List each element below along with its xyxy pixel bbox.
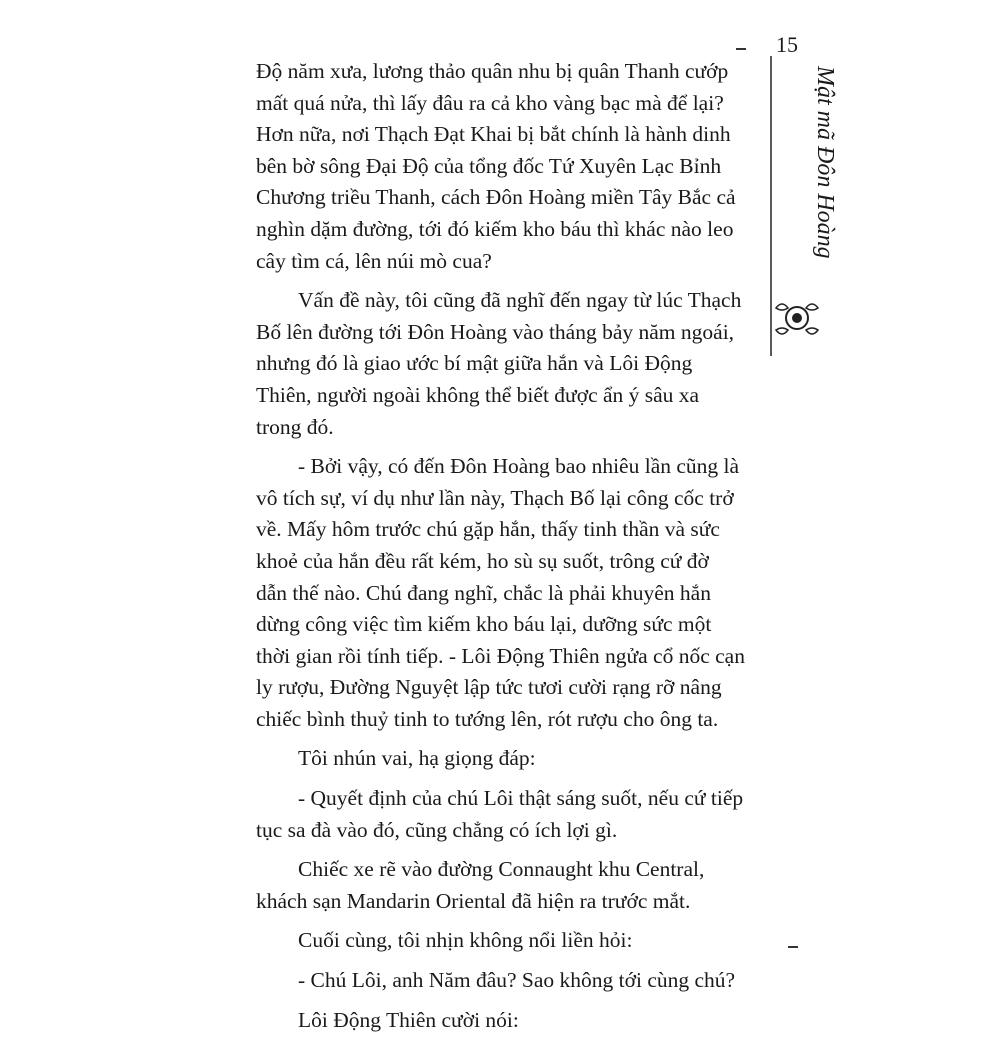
text-line: Hơn nữa, nơi Thạch Đạt Khai bị bắt chính là hành dinh [256,122,731,147]
paragraph [256,925,768,957]
bottom-crop-mark [788,946,798,948]
text-line: Cuối cùng, tôi nhịn không nổi liền hỏi: [298,928,633,953]
paragraph [256,854,768,917]
paragraph [256,743,768,775]
scroll-ornament-icon [772,296,822,346]
text-line: - Quyết định của chú Lôi thật sáng suốt, nếu cứ tiếp [298,786,744,811]
paragraph [256,451,768,735]
running-head [768,56,838,356]
text-line: trong đó. [256,414,334,439]
text-line: Chương triều Thanh, cách Đôn Hoàng miền Tây Bắc cả [256,185,736,210]
text-line: khách sạn Mandarin Oriental đã hiện ra trước mắt. [256,888,691,913]
paragraph [256,285,768,443]
top-crop-mark [736,48,746,50]
text-line: Thiên, người ngoài không thể biết được ẩn ý sâu xa [256,382,700,407]
text-line: bên bờ sông Đại Độ của tổng đốc Tứ Xuyên Lạc Bỉnh [256,153,722,178]
text-line: mất quá nửa, thì lấy đâu ra cả kho vàng bạc mà để lại? [256,90,724,115]
text-line: - Bởi vậy, có đến Đôn Hoàng bao nhiêu lần cũng là [298,454,740,479]
text-line: cây tìm cá, lên núi mò cua? [256,248,492,273]
text-line: thời gian rồi tính tiếp. - Lôi Động Thiên ngửa cổ nốc cạn [256,643,745,668]
text-line: Độ năm xưa, lương thảo quân nhu bị quân Thanh cướp [256,59,729,83]
text-line: về. Mấy hôm trước chú gặp hắn, thấy tinh thần và sức [256,517,720,542]
page-number: 15 [776,32,798,57]
text-line: khoẻ của hắn đều rất kém, ho sù sụ suốt, trông cứ đờ [256,548,709,573]
text-line: Lôi Động Thiên cười nói: [298,1007,519,1032]
text-line: Vấn đề này, tôi cũng đã nghĩ đến ngay từ lúc Thạch [298,288,742,313]
text-line: nghìn dặm đường, tới đó kiếm kho báu thì khác nào leo [256,216,734,241]
paragraph [256,965,768,997]
text-line: Tôi nhún vai, hạ giọng đáp: [298,746,536,771]
text-line: dừng công việc tìm kiếm kho báu lại, dưỡng sức một [256,612,712,637]
paragraph [256,56,768,277]
paragraph [256,783,768,846]
text-line: Chiếc xe rẽ vào đường Connaught khu Central, [298,857,705,882]
text-line: ly rượu, Đường Nguyệt lập tức tươi cười rạng rỡ nâng [256,675,722,700]
text-line: vô tích sự, ví dụ như lần này, Thạch Bố lại công cốc trở [256,485,734,510]
text-line: nhưng đó là giao ước bí mật giữa hắn và Lôi Động [256,351,693,376]
running-title: Mật mã Đôn Hoàng [812,66,838,259]
text-line: - Chú Lôi, anh Năm đâu? Sao không tới cùng chú? [298,968,736,993]
paragraph [256,1005,768,1037]
body-text [256,56,768,1044]
text-line: chiếc bình thuỷ tinh to tướng lên, rót rượu cho ông ta. [256,706,719,731]
text-line: Bố lên đường tới Đôn Hoàng vào tháng bảy năm ngoái, [256,319,735,344]
text-line: dẫn thế nào. Chú đang nghĩ, chắc là phải khuyên hắn [256,580,711,605]
text-line: tục sa đà vào đó, cũng chẳng có ích lợi gì. [256,817,618,842]
